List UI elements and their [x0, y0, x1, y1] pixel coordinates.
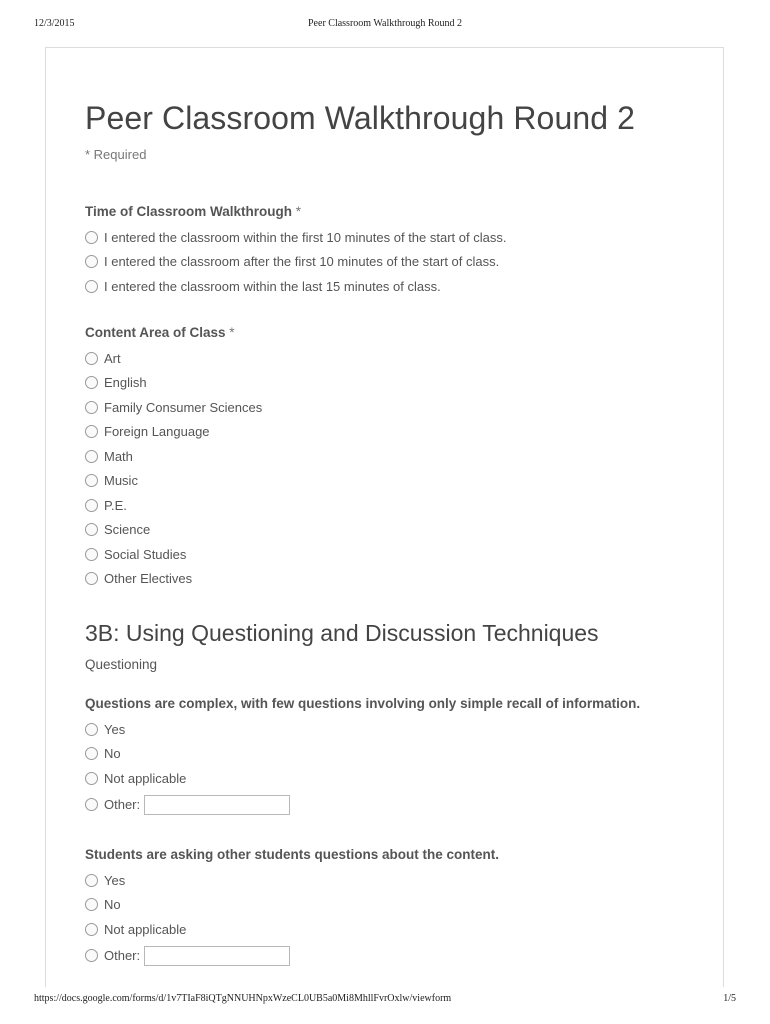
- radio-option[interactable]: [85, 542, 705, 567]
- radio-button[interactable]: [85, 474, 98, 487]
- radio-button[interactable]: [85, 352, 98, 365]
- radio-button[interactable]: [85, 376, 98, 389]
- radio-label: Other:: [104, 948, 141, 963]
- required-note: * Required: [85, 147, 147, 162]
- radio-button[interactable]: [85, 747, 98, 760]
- radio-button[interactable]: [85, 949, 98, 962]
- required-asterisk: *: [229, 325, 235, 340]
- radio-label: Not applicable: [104, 770, 187, 786]
- radio-button[interactable]: [85, 874, 98, 887]
- radio-label: English: [104, 375, 147, 391]
- radio-label: Yes: [104, 872, 126, 888]
- radio-label: I entered the classroom within the last 15 minutes of class.: [104, 278, 441, 294]
- radio-button[interactable]: [85, 772, 98, 785]
- section-title: 3B: Using Questioning and Discussion Techniques: [85, 620, 599, 646]
- radio-label: Science: [104, 522, 151, 538]
- radio-label: Art: [104, 350, 121, 366]
- question-title: [85, 323, 705, 343]
- radio-button[interactable]: [85, 499, 98, 512]
- radio-option[interactable]: [85, 371, 705, 396]
- radio-label: Not applicable: [104, 921, 187, 937]
- radio-button[interactable]: [85, 425, 98, 438]
- radio-option[interactable]: [85, 917, 705, 942]
- radio-option[interactable]: [85, 420, 705, 445]
- radio-option[interactable]: [85, 395, 705, 420]
- radio-options: [85, 225, 705, 299]
- radio-button[interactable]: [85, 723, 98, 736]
- print-date: 12/3/2015: [34, 18, 75, 29]
- radio-option[interactable]: [85, 518, 705, 543]
- print-title: Peer Classroom Walkthrough Round 2: [308, 18, 462, 29]
- question-title: Students are asking other students questions about the content.: [85, 847, 500, 862]
- radio-options: [85, 868, 705, 970]
- radio-option[interactable]: [85, 469, 705, 494]
- print-footer: [34, 993, 736, 1007]
- radio-button[interactable]: [85, 231, 98, 244]
- radio-button[interactable]: [85, 280, 98, 293]
- radio-button[interactable]: [85, 572, 98, 585]
- radio-button[interactable]: [85, 898, 98, 911]
- radio-button[interactable]: [85, 523, 98, 536]
- radio-options: [85, 717, 705, 819]
- radio-button[interactable]: [85, 923, 98, 936]
- radio-options: [85, 346, 705, 591]
- radio-option[interactable]: [85, 567, 705, 592]
- radio-label: Foreign Language: [104, 424, 210, 440]
- radio-option[interactable]: [85, 225, 705, 250]
- radio-option[interactable]: [85, 444, 705, 469]
- form-title: Peer Classroom Walkthrough Round 2: [85, 100, 636, 136]
- radio-option[interactable]: [85, 493, 705, 518]
- radio-label: Family Consumer Sciences: [104, 399, 263, 415]
- required-asterisk: *: [295, 204, 302, 219]
- section-subtitle: Questioning: [85, 657, 158, 672]
- question-title: Questions are complex, with few questions involving only simple recall of information.: [85, 696, 641, 711]
- radio-label: Social Studies: [104, 546, 187, 562]
- radio-label: Math: [104, 448, 133, 464]
- radio-label: I entered the classroom within the first 10 minutes of the start of class.: [104, 229, 507, 245]
- radio-label: No: [104, 746, 121, 762]
- question-time-of-walkthrough: [85, 202, 705, 299]
- radio-label: Other Electives: [104, 571, 193, 587]
- radio-button[interactable]: [85, 255, 98, 268]
- radio-option[interactable]: [85, 893, 705, 918]
- radio-label: P.E.: [104, 497, 127, 513]
- question-title: [85, 202, 705, 222]
- radio-option-other[interactable]: [85, 791, 705, 819]
- question-content-area: [85, 323, 705, 591]
- radio-label: I entered the classroom after the first 10 minutes of the start of class.: [104, 254, 500, 270]
- print-header: [34, 18, 736, 32]
- question-student-questions: [85, 845, 705, 970]
- radio-label: Yes: [104, 721, 126, 737]
- radio-option[interactable]: [85, 346, 705, 371]
- print-url: https://docs.google.com/forms/d/1v7TIaF8iQTgNNUHNpxWzeCL0UB5a0Mi8MhllFvrOxlw/viewform: [34, 993, 452, 1004]
- radio-button[interactable]: [85, 798, 98, 811]
- radio-option[interactable]: [85, 868, 705, 893]
- question-complex-questions: [85, 694, 705, 819]
- radio-button[interactable]: [85, 450, 98, 463]
- radio-label: Other:: [104, 797, 141, 812]
- radio-label: No: [104, 897, 121, 913]
- question-title-text: Time of Classroom Walkthrough: [85, 204, 293, 219]
- radio-option-other[interactable]: [85, 942, 705, 970]
- radio-label: Music: [104, 473, 138, 489]
- radio-option[interactable]: [85, 766, 705, 791]
- other-text-input[interactable]: [144, 946, 290, 966]
- other-text-input[interactable]: [144, 795, 290, 815]
- radio-option[interactable]: [85, 717, 705, 742]
- radio-button[interactable]: [85, 548, 98, 561]
- radio-button[interactable]: [85, 401, 98, 414]
- radio-option[interactable]: [85, 742, 705, 767]
- page-number: 1/5: [723, 993, 736, 1004]
- radio-option[interactable]: [85, 274, 705, 299]
- radio-option[interactable]: [85, 250, 705, 275]
- question-title-text: Content Area of Class: [85, 325, 226, 340]
